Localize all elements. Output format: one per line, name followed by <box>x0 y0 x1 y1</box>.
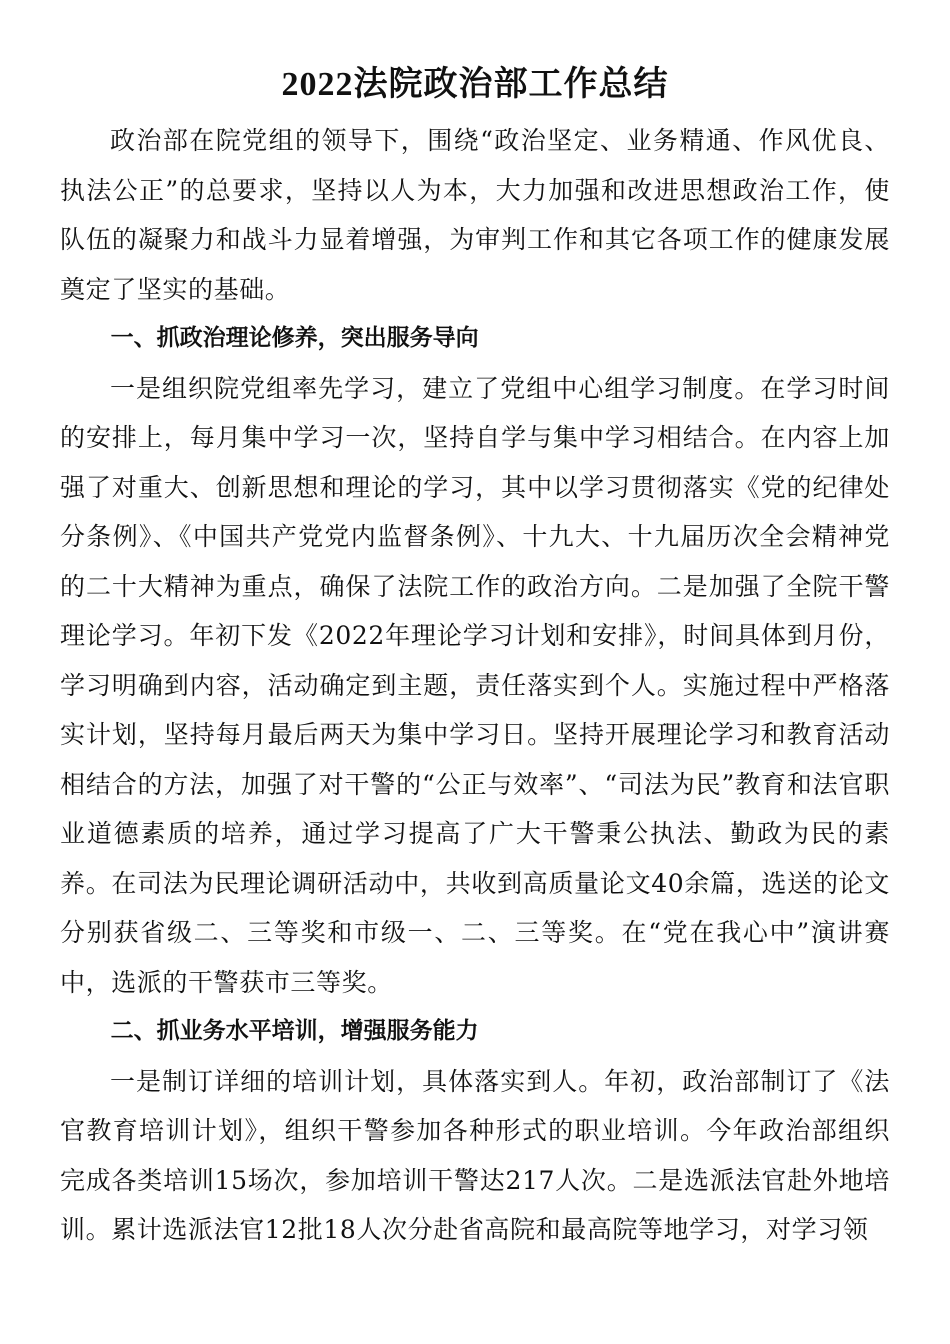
section-body-1: 一是组织院党组率先学习，建立了党组中心组学习制度。在学习时间的安排上，每月集中学习一次，坚持自学与集中学习相结合。在内容上加强了对重大、创新思想和理论的学习，其中以学习贯彻落实《党的纪律处分条例》、《中国共产党党内监督条例》、十九大、十九届历次全会精神党的二十大精神为重点，确保了法院工作的政治方向。二是加强了全院干警理论学习。年初下发《2022年理论学习计划和安排》，时间具体到月份，学习明确到内容，活动确定到主题，责任落实到个人。实施过程中严格落实计划，坚持每月最后两天为集中学习日。坚持开展理论学习和教育活动相结合的方法，加强了对干警的“公正与效率”、“司法为民”教育和法官职业道德素质的培养，通过学习提高了广大干警秉公执法、勤政为民的素养。在司法为民理论调研活动中，共收到高质量论文40余篇，选送的论文分别获省级二、三等奖和市级一、二、三等奖。在“党在我心中”演讲赛中，选派的干警获市三等奖。 <box>60 373 890 997</box>
document-title: 2022法院政治部工作总结 <box>281 66 669 103</box>
document-page <box>60 60 890 1255</box>
intro-paragraph: 政治部在院党组的领导下，围绕“政治坚定、业务精通、作风优良、执法公正”的总要求，坚持以人为本，大力加强和改进思想政治工作，使队伍的凝聚力和战斗力显着增强，为审判工作和其它各项工作的健康发展奠定了坚实的基础。 <box>60 126 890 304</box>
section-body-2: 一是制订详细的培训计划，具体落实到人。年初，政治部制订了《法官教育培训计划》，组织干警参加各种形式的职业培训。今年政治部组织完成各类培训15场次，参加培训干警达217人次。二是选派法官赴外地培训。累计选派法官12批18人次分赴省高院和最高院等地学习，对学习领 <box>60 1066 890 1244</box>
section-heading-2: 二、抓业务水平培训，增强服务能力 <box>110 1018 479 1044</box>
section-heading-1: 一、抓政治理论修养，突出服务导向 <box>110 325 479 351</box>
